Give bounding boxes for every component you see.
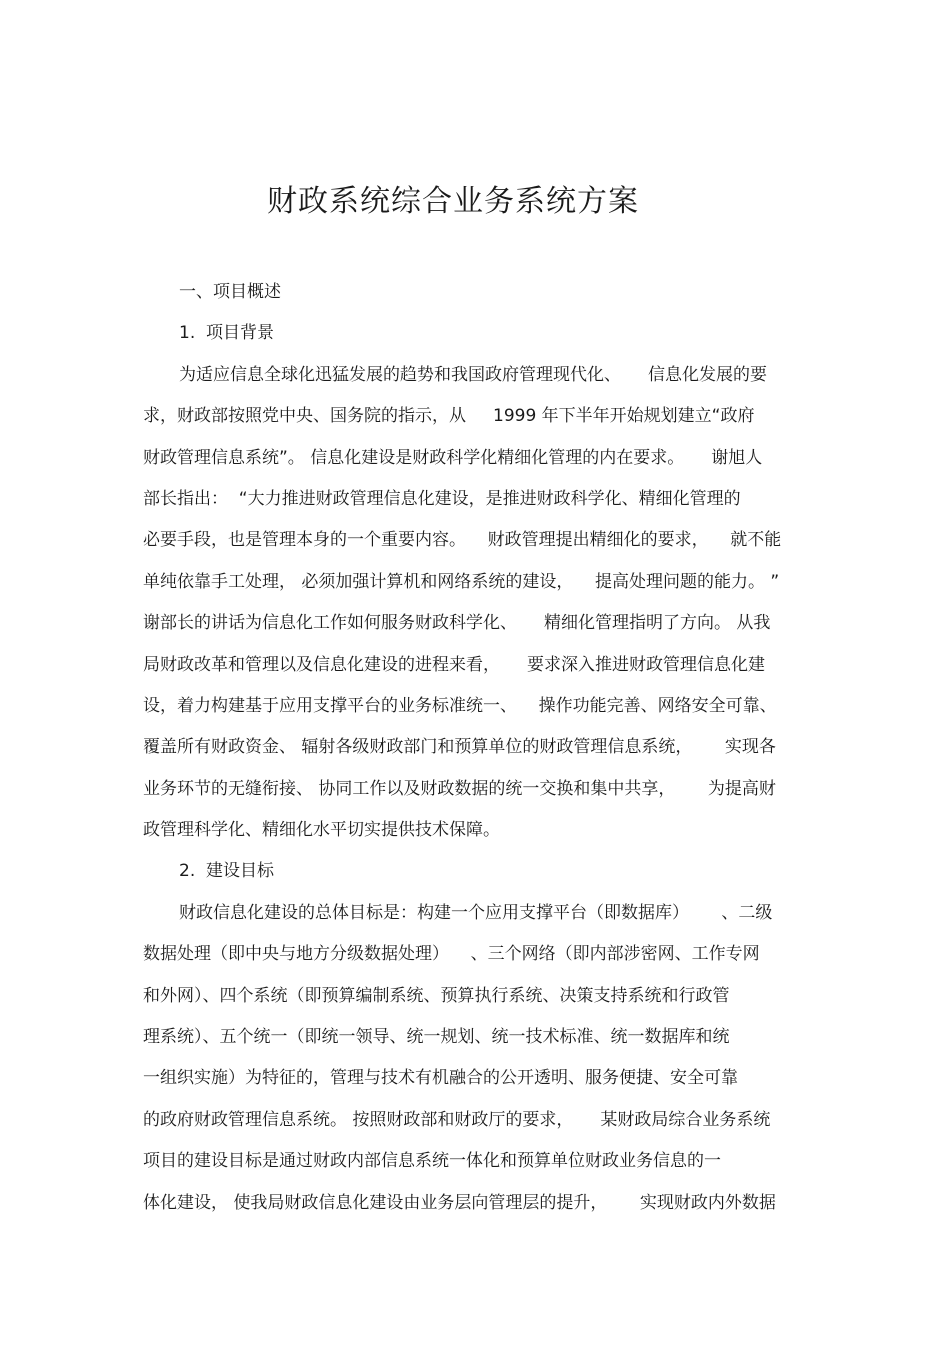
text-line: 业务环节的无缝衔接、 协同工作以及财政数据的统一交换和集中共享， 为提高财 xyxy=(143,778,776,799)
text-line: 求，财政部按照党中央、国务院的指示，从 1999 年下半年开始规划建立“政府 xyxy=(143,406,755,427)
document-body xyxy=(143,272,808,1224)
text-line: 理系统）、五个统一（即统一领导、统一规划、统一技术标准、统一数据库和统 xyxy=(143,1027,730,1048)
text-line: 谢部长的讲话为信息化工作如何服务财政科学化、 精细化管理指明了方向。 从我 xyxy=(143,613,771,634)
text-line: 部长指出： “大力推进财政管理信息化建设，是推进财政科学化、精细化管理的 xyxy=(143,488,741,509)
text-line: 一组织实施）为特征的，管理与技术有机融合的公开透明、服务便捷、安全可靠 xyxy=(143,1068,738,1089)
text-line: 1. 项目背景 xyxy=(179,323,275,344)
text-line: 体化建设， 使我局财政信息化建设由业务层向管理层的提升， 实现财政内外数据 xyxy=(143,1192,776,1213)
text-line: 局财政改革和管理以及信息化建设的进程来看， 要求深入推进财政管理信息化建 xyxy=(143,654,766,675)
text-line: 财政信息化建设的总体目标是：构建一个应用支撑平台（即数据库） 、二级 xyxy=(179,902,773,923)
text-line: 覆盖所有财政资金、 辐射各级财政部门和预算单位的财政管理信息系统， 实现各 xyxy=(143,737,776,758)
text-line: 单纯依靠手工处理， 必须加强计算机和网络系统的建设， 提高处理问题的能力。 ” xyxy=(143,571,780,592)
text-line: 财政管理信息系统”。 信息化建设是财政科学化精细化管理的内在要求。 谢旭人 xyxy=(143,447,763,468)
text-line: 必要手段，也是管理本身的一个重要内容。 财政管理提出精细化的要求， 就不能 xyxy=(143,530,782,551)
text-line: 2. 建设目标 xyxy=(179,861,275,882)
text-line: 项目的建设目标是通过财政内部信息系统一体化和预算单位财政业务信息的一 xyxy=(143,1151,721,1172)
text-line: 一、项目概述 xyxy=(179,282,281,302)
text-line: 政管理科学化、精细化水平切实提供技术保障。 xyxy=(143,820,500,841)
text-line: 的政府财政管理信息系统。 按照财政部和财政厅的要求， 某财政局综合业务系统 xyxy=(143,1109,771,1130)
text-line: 设，着力构建基于应用支撑平台的业务标准统一、 操作功能完善、网络安全可靠、 xyxy=(143,695,777,716)
text-line: 为适应信息全球化迅猛发展的趋势和我国政府管理现代化、 信息化发展的要 xyxy=(179,364,768,385)
document-title: 财政系统综合业务系统方案 xyxy=(267,184,639,219)
text-line: 数据处理（即中央与地方分级数据处理） 、三个网络（即内部涉密网、工作专网 xyxy=(143,944,760,965)
text-line: 和外网）、四个系统（即预算编制系统、预算执行系统、决策支持系统和行政管 xyxy=(143,985,730,1006)
